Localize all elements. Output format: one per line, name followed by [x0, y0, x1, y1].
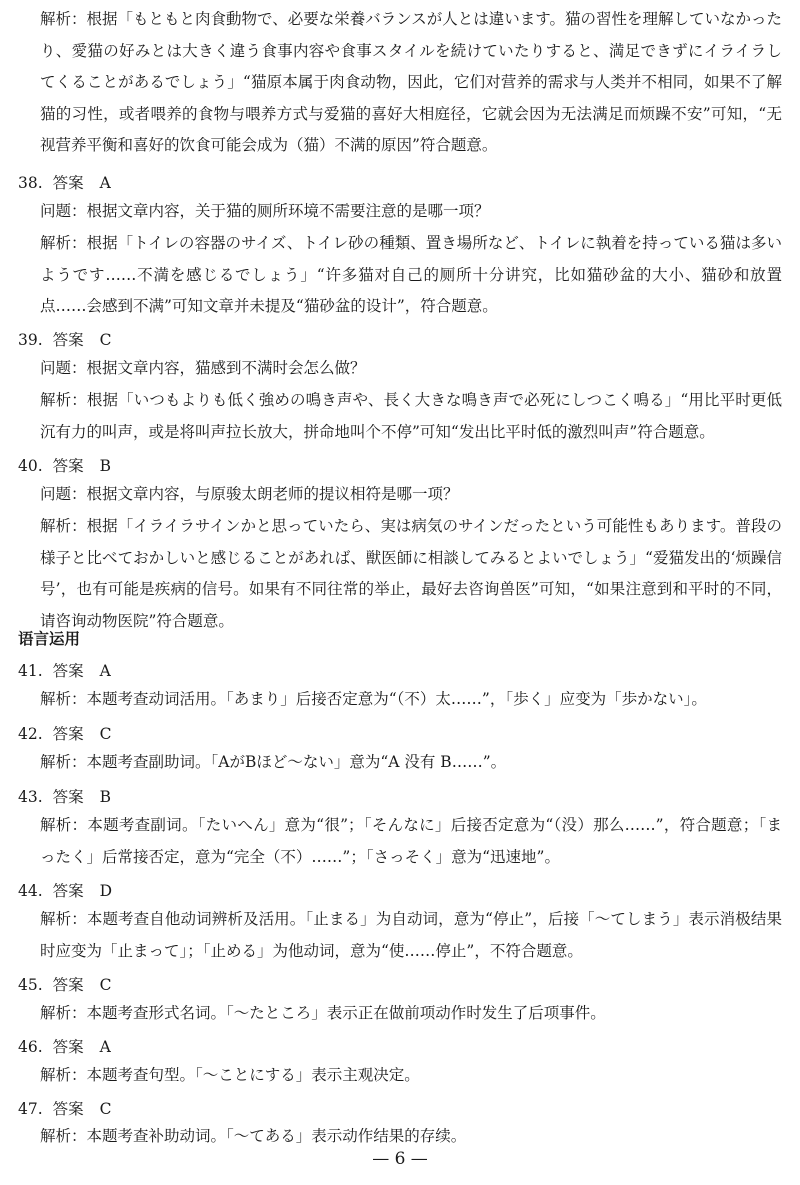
question-number: 40.	[18, 457, 43, 475]
answer-label: 答案	[52, 882, 84, 900]
intro-explanation: 解析：根据「もともと肉食動物で、必要な栄養バランスが人とは違います。猫の習性を理解していなかったり、愛猫の好みとは大きく違う食事内容や食事スタイルを続けていたりすると、満足できずにイライラしてくることがあるでしょう」“猫原本属于肉食动物，因此，它们对营养的需求与人类并不相同，如果不了解猫的习性，或者喂养的食物与喂养方式与爱猫的喜好大相庭径，它就会因为无法满足而烦躁不安”可知，“无视营养平衡和喜好的饮食可能会成为（猫）不满的原因”符合题意。	[40, 10, 782, 154]
answer-label: 答案	[52, 1100, 84, 1118]
answer-label: 答案	[52, 457, 84, 475]
explanation-40: 解析：根据「イライラサインかと思っていたら、実は病気のサインだったという可能性もあります。普段の様子と比べておかしいと感じることがあれば、獣医師に相談してみるとよいでしょう」“爱猫发出的‘烦躁信号’，也有可能是疾病的信号。如果有不同往常的举止，最好去咨询兽医”可知，“如果注意到和平时的不同，请咨询动物医院”符合题意。	[40, 517, 782, 630]
question-text-39: 问题：根据文章内容，猫感到不满时会怎么做？	[40, 359, 366, 377]
question-number: 39.	[18, 331, 43, 349]
question-number: 38.	[18, 174, 43, 192]
explanation-41: 解析：本题考查动词活用。「あまり」后接否定意为“（不）太……”，「歩く」应变为「歩かない」。	[40, 690, 707, 708]
answer-letter: C	[99, 331, 112, 349]
question-number: 46.	[18, 1038, 43, 1056]
answer-letter: D	[99, 882, 113, 900]
answer-header-46	[18, 1037, 111, 1057]
explanation-45: 解析：本题考查形式名词。「～たところ」表示正在做前项动作时发生了后项事件。	[40, 1004, 606, 1022]
answer-header-41	[18, 661, 111, 681]
page-number: — 6 —	[372, 1149, 428, 1169]
answer-header-38	[18, 173, 111, 193]
answer-header-43	[18, 787, 111, 807]
answer-letter: A	[99, 662, 111, 680]
answer-header-40	[18, 456, 111, 476]
question-number: 43.	[18, 788, 43, 806]
explanation-38: 解析：根据「トイレの容器のサイズ、トイレ砂の種類、置き場所など、トイレに執着を持っている猫は多いようです……不満を感じるでしょう」“许多猫对自己的厕所十分讲究，比如猫砂盆的大小、猫砂和放置点……会感到不满”可知文章并未提及“猫砂盆的设计”，符合题意。	[40, 234, 782, 315]
answer-label: 答案	[52, 1038, 84, 1056]
question-text-40: 问题：根据文章内容，与原骏太朗老师的提议相符是哪一项？	[40, 485, 459, 503]
answer-header-47	[18, 1099, 112, 1119]
explanation-47: 解析：本题考查补助动词。「～てある」表示动作结果的存续。	[40, 1127, 467, 1145]
answer-label: 答案	[52, 662, 84, 680]
explanation-43: 解析：本题考查副词。「たいへん」意为“很”；「そんなに」后接否定意为“（没）那么……”，符合题意；「まったく」后常接否定，意为“完全（不）……”；「さっそく」意为“迅速地”。	[40, 816, 782, 866]
answer-label: 答案	[52, 788, 84, 806]
question-number: 45.	[18, 976, 43, 994]
answer-header-42	[18, 724, 112, 744]
answer-letter: B	[99, 457, 112, 475]
question-number: 42.	[18, 725, 43, 743]
answer-header-39	[18, 330, 112, 350]
answer-label: 答案	[52, 976, 84, 994]
section-heading: 语言运用	[18, 630, 81, 648]
question-number: 41.	[18, 662, 43, 680]
answer-header-45	[18, 975, 112, 995]
answer-label: 答案	[52, 174, 84, 192]
question-number: 44.	[18, 882, 43, 900]
explanation-44: 解析：本题考查自他动词辨析及活用。「止まる」为自动词，意为“停止”，后接「～てしまう」表示消极结果时应变为「止まって」；「止める」为他动词，意为“使……停止”，不符合题意。	[40, 910, 782, 960]
question-number: 47.	[18, 1100, 43, 1118]
answer-label: 答案	[52, 725, 84, 743]
answer-label: 答案	[52, 331, 84, 349]
answer-header-44	[18, 881, 112, 901]
answer-letter: A	[99, 1038, 111, 1056]
answer-letter: C	[99, 1100, 112, 1118]
explanation-42: 解析：本题考查副助词。「AがBほど～ない」意为“A 没有 B……”。	[40, 753, 507, 771]
explanation-46: 解析：本题考查句型。「～ことにする」表示主观决定。	[40, 1066, 420, 1084]
answer-letter: B	[99, 788, 112, 806]
explanation-39: 解析：根据「いつもよりも低く強めの鳴き声や、長く大きな鳴き声で必死にしつこく鳴る」“用比平时更低沉有力的叫声，或是将叫声拉长放大，拼命地叫个不停”可知“发出比平时低的激烈叫声”符合题意。	[40, 391, 782, 441]
answer-letter: A	[99, 174, 111, 192]
question-text-38: 问题：根据文章内容，关于猫的厕所环境不需要注意的是哪一项？	[40, 202, 490, 220]
answer-letter: C	[99, 976, 112, 994]
answer-letter: C	[99, 725, 112, 743]
